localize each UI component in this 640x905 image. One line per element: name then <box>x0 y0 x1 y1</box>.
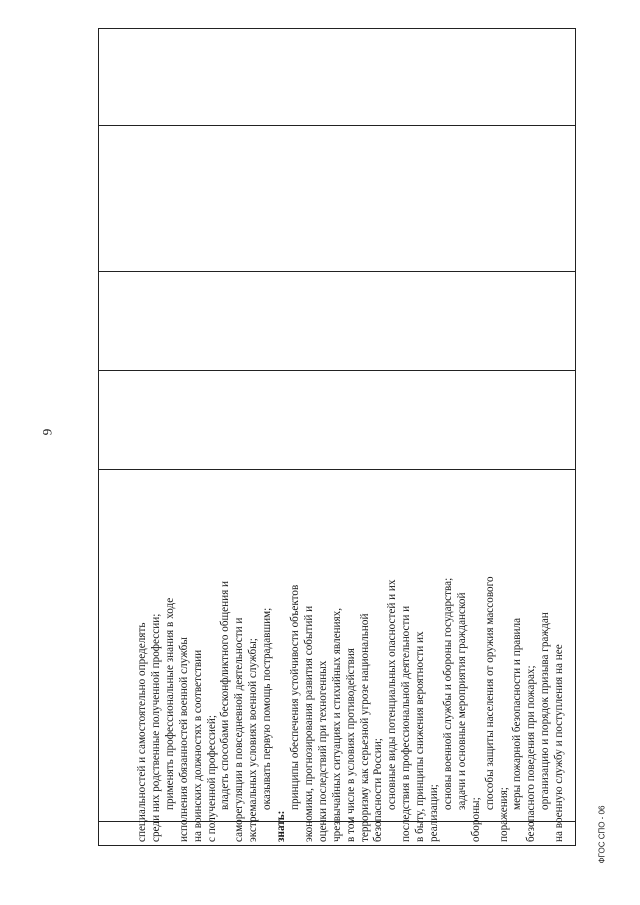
text-line: оценки последствий при техногенных <box>316 660 329 842</box>
text-line: на воинских должностях в соответствии <box>191 649 204 842</box>
text-line: специальностей и самостоятельно определять <box>136 622 148 842</box>
text-line: безопасности России; <box>372 738 385 842</box>
text-line: основные виды потенциальных опасностей и их <box>386 579 399 810</box>
text-line: в быту, принципы снижения вероятности их <box>414 631 427 842</box>
text-line: поражения; <box>497 787 510 842</box>
text-line: безопасного поведения при пожарах; <box>525 665 538 842</box>
footer-code: ФГОС СПО - 06 <box>597 805 607 864</box>
text-line: меры пожарной безопасности и правила <box>511 617 524 810</box>
text-line: экстремальных условиях военной службы; <box>247 638 260 842</box>
text-line: в том числе в условиях противодействия <box>344 648 357 842</box>
text-line: владеть способами бесконфликтного общения и <box>219 580 232 810</box>
text-line: принципы обеспечения устойчивости объектов <box>288 584 301 810</box>
page-number: 9 <box>39 428 55 436</box>
text-line: организацию и порядок призыва граждан <box>539 612 552 810</box>
text-line: применять профессиональные знания в ходе <box>163 597 176 810</box>
text-line: терроризму как серьезной угрозе национальной <box>358 613 371 842</box>
text-line: чрезвычайных ситуациях и стихийных явлениях, <box>330 607 343 842</box>
text-line: последствия в профессиональной деятельности и <box>400 605 413 842</box>
text-line: способы защиты населения от оружия массового <box>483 576 496 810</box>
text-line: экономики, прогнозирования развития событий и <box>302 605 315 842</box>
text-line: исполнения обязанностей военной службы <box>177 637 190 842</box>
text-line: задачи и основные мероприятия гражданской <box>455 592 468 810</box>
competency-text-cell <box>98 28 566 846</box>
text-line: среди них родственные полученной профессии; <box>149 613 162 842</box>
text-line: саморегуляции в повседневной деятельности и <box>233 617 246 842</box>
text-line: реализации; <box>428 784 441 842</box>
text-line: оказывать первую помощь пострадавшим; <box>261 607 274 810</box>
text-line: основы военной службы и обороны государства; <box>441 577 454 810</box>
text-line: с полученной профессией; <box>205 715 218 842</box>
text-line: знать: <box>275 810 288 842</box>
competency-text <box>136 24 567 842</box>
text-line: обороны; <box>469 797 482 842</box>
text-line: на военную службу и поступления на нее <box>553 644 566 842</box>
